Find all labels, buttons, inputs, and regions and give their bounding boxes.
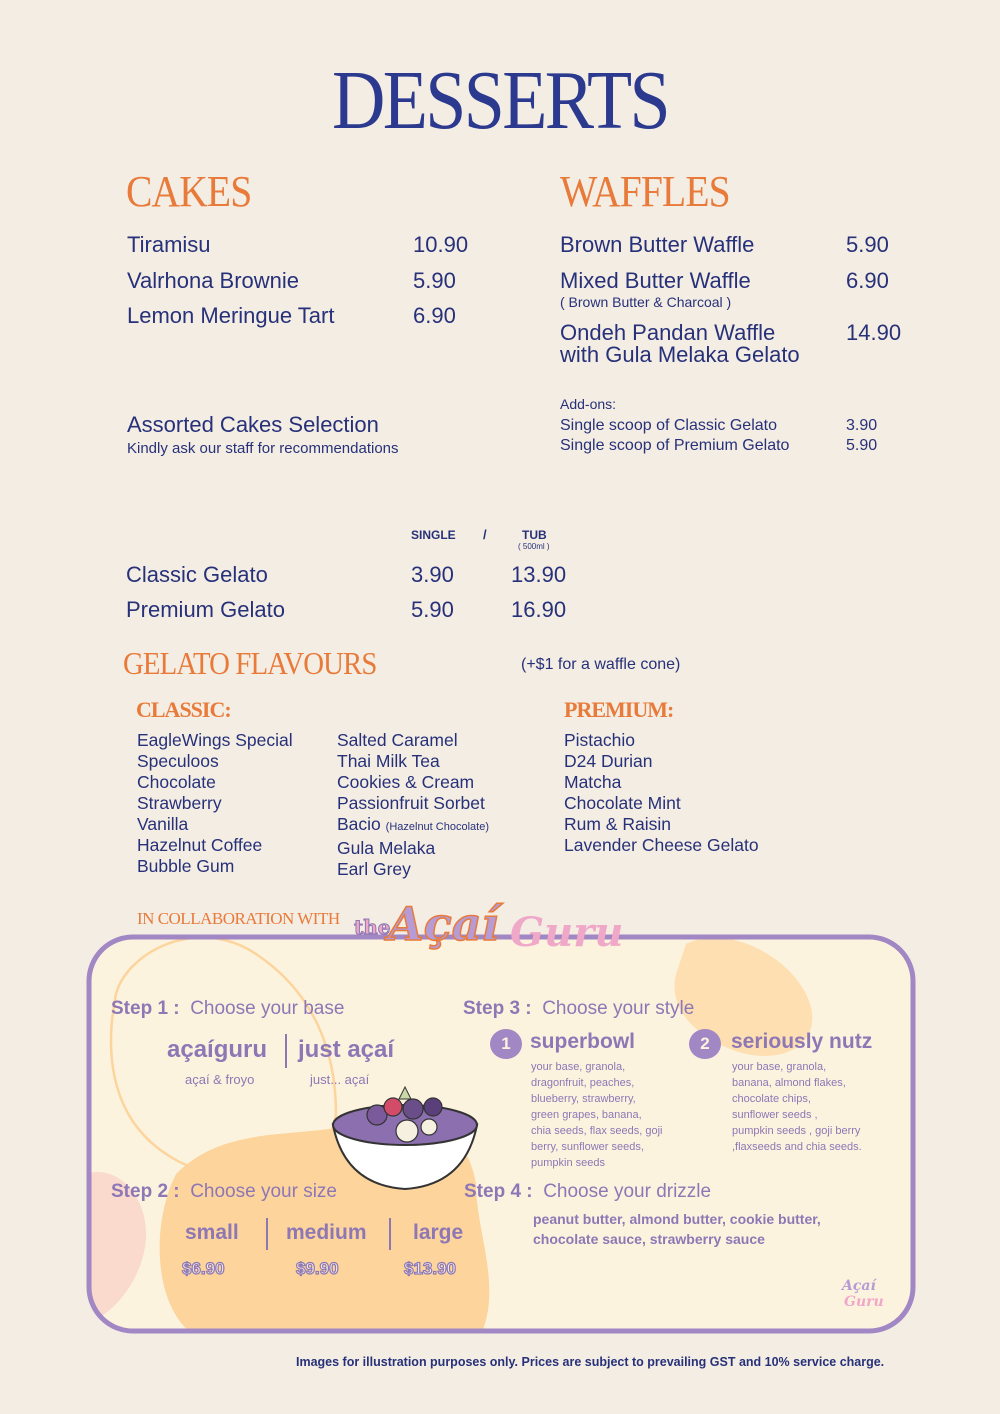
flavour-item: D24 Durian <box>564 751 653 771</box>
assorted-cakes-name: Assorted Cakes Selection <box>127 412 379 437</box>
step3-text: Choose your style <box>542 998 695 1019</box>
size-large: large <box>413 1221 464 1244</box>
page-title: DESSERTS <box>332 54 668 147</box>
step3 <box>463 998 694 1020</box>
addon-price: 5.90 <box>846 437 878 454</box>
flavour-item: Lavender Cheese Gelato <box>564 835 759 855</box>
classic-list-col2 <box>337 730 489 880</box>
waffle-cone-note: (+$1 for a waffle cone) <box>521 656 681 673</box>
gelato-col-separator: / <box>483 527 487 542</box>
assorted-cakes-note: Kindly ask our staff for recommendations <box>127 440 399 457</box>
flavour-item: Gula Melaka <box>337 838 436 858</box>
waffle-item-name-line2: with Gula Melaka Gelato <box>560 342 800 367</box>
waffle-item-name: Mixed Butter Waffle <box>560 268 751 293</box>
gelato-row-name: Premium Gelato <box>126 597 285 622</box>
flavour-item: EagleWings Special <box>137 730 293 750</box>
step1 <box>111 998 344 1020</box>
footer-disclaimer: Images for illustration purposes only. Prices are subject to prevailing GST and 10% service charge. <box>296 1355 885 1369</box>
ingredient-line: sunflower seeds , <box>732 1109 818 1121</box>
ingredient-line: banana, almond flakes, <box>732 1077 846 1089</box>
size-small-price: $6.90 <box>182 1259 225 1278</box>
flavour-item: Speculoos <box>137 751 219 771</box>
ingredient-line: chia seeds, flax seeds, goji <box>531 1125 663 1137</box>
size-medium-price: $9.90 <box>296 1259 339 1278</box>
bacio-note: (Hazelnut Chocolate) <box>385 821 489 833</box>
ingredient-line: your base, granola, <box>531 1061 626 1073</box>
gelato-row-name: Classic Gelato <box>126 562 268 587</box>
drizzle-line1: peanut butter, almond butter, cookie butter, <box>533 1211 821 1227</box>
cake-item-price: 6.90 <box>413 303 456 328</box>
ingredient-line: blueberry, strawberry, <box>531 1093 636 1105</box>
classic-list-col1 <box>137 730 293 877</box>
ingredient-line: dragonfruit, peaches, <box>531 1077 635 1089</box>
waffles-heading: WAFFLES <box>560 167 730 216</box>
gelato-flavours-heading: GELATO FLAVOURS <box>123 645 377 681</box>
flavour-item: Bubble Gum <box>137 856 235 876</box>
waffle-item-note: ( Brown Butter & Charcoal ) <box>560 294 732 310</box>
step2-text: Choose your size <box>190 1181 337 1202</box>
gelato-col-tub-note: ( 500ml ) <box>518 542 550 551</box>
cake-item-price: 5.90 <box>413 268 456 293</box>
cakes-heading: CAKES <box>126 167 252 216</box>
drizzle-line2: chocolate sauce, strawberry sauce <box>533 1231 765 1247</box>
size-medium: medium <box>286 1221 367 1244</box>
ingredient-line: your base, granola, <box>732 1061 827 1073</box>
flavour-item: Matcha <box>564 772 622 792</box>
cake-item-name: Tiramisu <box>127 232 211 257</box>
classic-heading: CLASSIC: <box>136 697 231 722</box>
cake-item-name: Valrhona Brownie <box>127 268 300 293</box>
cake-item-name: Lemon Meringue Tart <box>127 303 335 328</box>
svg-text:Guru: Guru <box>844 1294 884 1310</box>
base-option-just-acai: just açaí <box>298 1036 395 1063</box>
waffle-item-price: 6.90 <box>846 268 889 293</box>
base-option-acaiguru: açaíguru <box>167 1036 268 1063</box>
gelato-col-tub: TUB <box>522 528 547 542</box>
flavour-item: Earl Grey <box>337 859 411 879</box>
size-small: small <box>185 1221 239 1244</box>
addons-label: Add-ons: <box>560 396 617 412</box>
gelato-row-tub: 13.90 <box>511 562 567 587</box>
style1-ingredients <box>531 1059 662 1171</box>
svg-text:Açaí: Açaí <box>842 1278 876 1294</box>
gelato-row-single: 5.90 <box>411 597 454 622</box>
flavour-item: Strawberry <box>137 793 222 813</box>
ingredient-line: berry, sunflower seeds, <box>531 1141 644 1153</box>
ingredient-line: chocolate chips, <box>732 1093 811 1105</box>
addon-name: Single scoop of Classic Gelato <box>560 417 777 434</box>
svg-text:Açaí: Açaí <box>388 897 499 951</box>
flavour-item: Cookies & Cream <box>337 772 475 792</box>
step1-label: Step 1 : <box>111 998 180 1019</box>
flavour-item-bacio <box>337 814 489 838</box>
addon-price: 3.90 <box>846 417 878 434</box>
premium-heading: PREMIUM: <box>564 697 674 722</box>
svg-text:Guru: Guru <box>510 909 624 954</box>
gelato-col-single: SINGLE <box>411 528 456 542</box>
ingredient-line: green grapes, banana, <box>531 1109 642 1121</box>
collab-label: IN COLLABORATION WITH <box>137 909 340 928</box>
step4-label: Step 4 : <box>464 1181 533 1202</box>
step4-text: Choose your drizzle <box>543 1181 712 1202</box>
step3-label: Step 3 : <box>463 998 532 1019</box>
step2 <box>111 1181 337 1203</box>
flavour-item: Chocolate <box>137 772 216 792</box>
flavour-item: Hazelnut Coffee <box>137 835 263 855</box>
size-divider <box>266 1218 268 1250</box>
flavour-item: Chocolate Mint <box>564 793 681 813</box>
base-divider <box>285 1034 287 1068</box>
style2-name: seriously nutz <box>731 1030 873 1053</box>
flavour-item: Rum & Raisin <box>564 814 671 834</box>
flavour-item: Vanilla <box>137 814 189 834</box>
step1-text: Choose your base <box>190 998 345 1019</box>
acai-guru-mini-logo <box>838 1272 892 1312</box>
waffle-item-price: 5.90 <box>846 232 889 257</box>
flavour-item: Thai Milk Tea <box>337 751 440 771</box>
style1-name: superbowl <box>530 1030 636 1053</box>
gelato-row-single: 3.90 <box>411 562 454 587</box>
base-option-just-acai-sub: just... açaí <box>310 1072 370 1087</box>
style2-ingredients <box>732 1059 862 1155</box>
acai-guru-logo <box>350 892 650 954</box>
ingredient-line: pumpkin seeds , goji berry <box>732 1125 861 1137</box>
ingredient-line: ,flaxseeds and chia seeds. <box>732 1141 862 1153</box>
step2-label: Step 2 : <box>111 1181 180 1202</box>
size-divider <box>389 1218 391 1250</box>
flavour-item: Bacio <box>337 814 381 834</box>
base-option-acaiguru-sub: açaí & froyo <box>185 1072 255 1087</box>
waffle-item-name: Ondeh Pandan Waffle <box>560 320 776 345</box>
ingredient-line: pumpkin seeds <box>531 1157 605 1169</box>
style1-number-badge: 1 <box>490 1029 522 1059</box>
svg-text:the: the <box>354 915 391 939</box>
acai-bowl-illustration <box>325 1085 485 1195</box>
premium-list <box>564 730 759 856</box>
waffle-item-name: Brown Butter Waffle <box>560 232 755 257</box>
gelato-row-tub: 16.90 <box>511 597 567 622</box>
addon-name: Single scoop of Premium Gelato <box>560 437 790 454</box>
size-large-price: $13.90 <box>404 1259 456 1278</box>
style2-number-badge: 2 <box>689 1029 721 1059</box>
flavour-item: Passionfruit Sorbet <box>337 793 485 813</box>
step4 <box>464 1181 711 1203</box>
flavour-item: Salted Caramel <box>337 730 458 750</box>
cake-item-price: 10.90 <box>413 232 469 257</box>
flavour-item: Pistachio <box>564 730 636 750</box>
waffle-item-price: 14.90 <box>846 320 902 345</box>
